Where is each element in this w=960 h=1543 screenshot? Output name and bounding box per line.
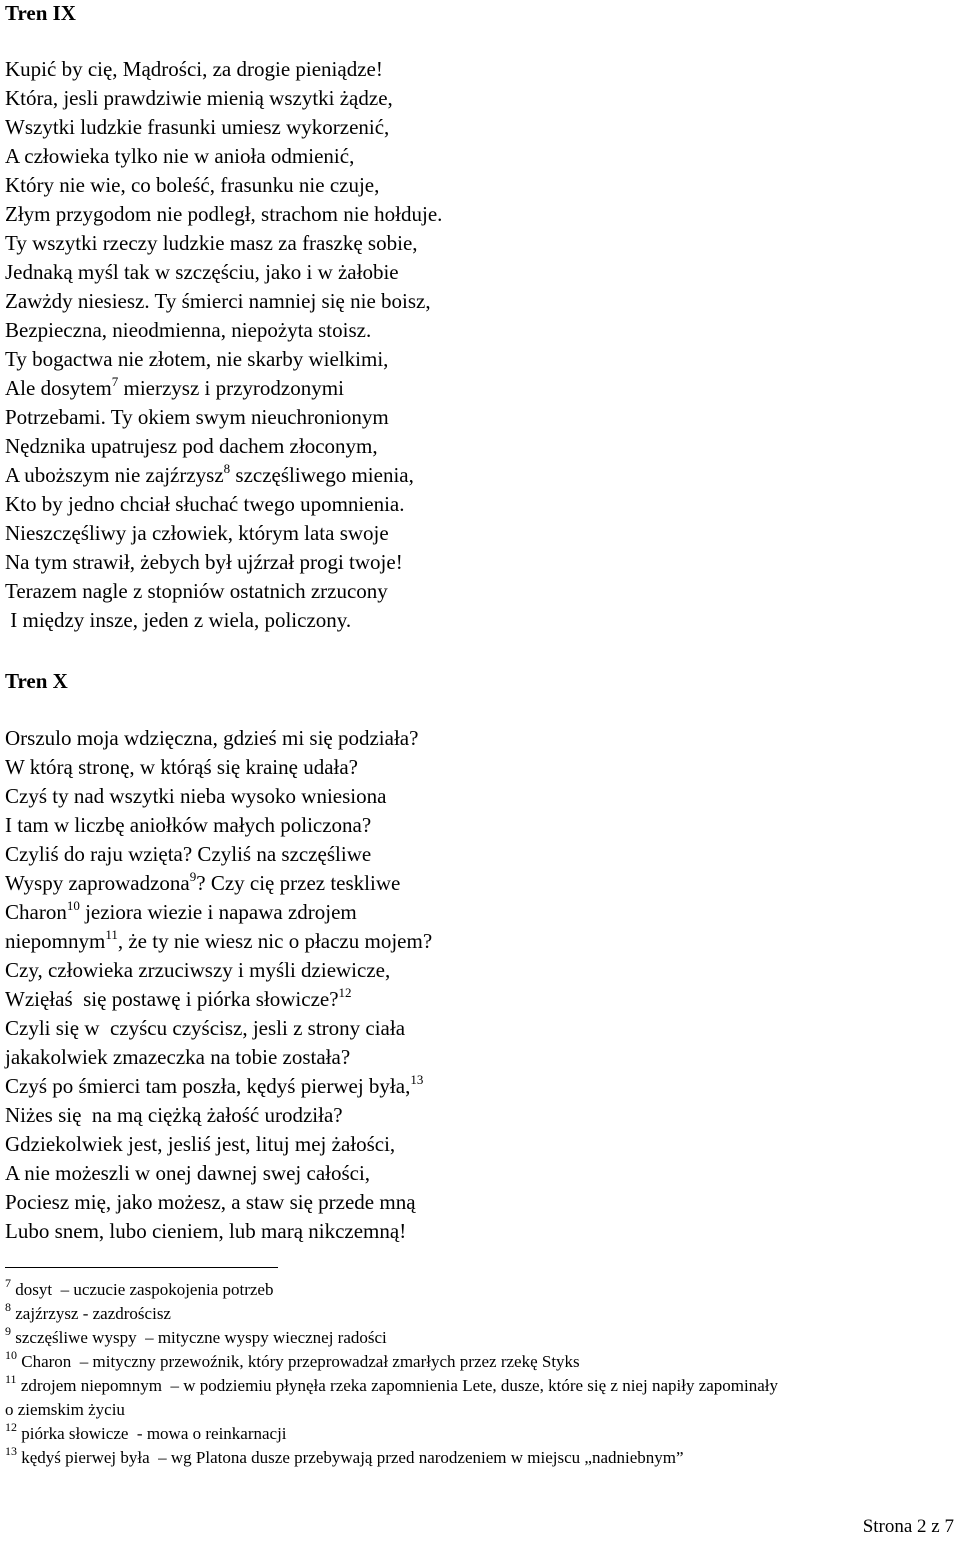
verse-text: , że ty nie wiesz nic o płaczu mojem? [117, 929, 433, 953]
verse-line: Zawżdy niesiesz. Ty śmierci namniej się nie boisz, [5, 289, 431, 313]
verse-text: A uboższym nie zajźrzysz [5, 463, 224, 487]
footnote [5, 1374, 960, 1398]
verse-line [5, 1072, 432, 1101]
footnote-number: 13 [5, 1444, 17, 1458]
verse-line: Nędznika upatrujesz pod dachem złoconym, [5, 434, 378, 458]
footnote [5, 1350, 960, 1374]
footnote [5, 1302, 960, 1326]
verse-text: Wzięłaś się postawę i piórka słowicze? [5, 987, 339, 1011]
footnote-text: o ziemskim życiu [5, 1400, 125, 1419]
footnote-reference: 7 [111, 374, 119, 389]
verse-line: jakakolwiek zmazeczka na tobie została? [5, 1045, 351, 1069]
footnote-number: 11 [5, 1372, 17, 1386]
verse-line: Nieszczęśliwy ja człowiek, którym lata swoje [5, 521, 389, 545]
footnote-separator [5, 1267, 278, 1268]
verse-text: Charon [5, 900, 67, 924]
verse-line [5, 374, 442, 403]
verse-line: A człowieka tylko nie w anioła odmienić, [5, 144, 355, 168]
tren-ix-title: Tren IX [5, 1, 76, 25]
verse-line: Na tym strawił, żebych był ujźrzał progi twoje! [5, 550, 403, 574]
verse-line: Terazem nagle z stopniów ostatnich zrzucony [5, 579, 388, 603]
verse-line: Złym przygodom nie podległ, strachom nie hołduje. [5, 202, 443, 226]
footnote-reference: 8 [223, 461, 231, 476]
verse-line: Czyli się w czyścu czyścisz, jesli z strony ciała [5, 1016, 406, 1040]
verse-line: Która, jesli prawdziwie mienią wszytki żądze, [5, 86, 393, 110]
verse-line: Ty bogactwa nie złotem, nie skarby wielkimi, [5, 347, 389, 371]
verse-line [5, 985, 432, 1014]
verse-line: Ty wszytki rzeczy ludzkie masz za fraszkę sobie, [5, 231, 418, 255]
verse-text: Czyś po śmierci tam poszła, kędyś pierwej była, [5, 1074, 411, 1098]
verse-line: A nie możeszli w onej dawnej swej całości, [5, 1161, 371, 1185]
verse-line [5, 927, 432, 956]
footnote [5, 1446, 960, 1470]
footnote-text: szczęśliwe wyspy – mityczne wyspy wiecznej radości [11, 1328, 387, 1347]
verse-line: Bezpieczna, nieodmienna, niepożyta stoisz. [5, 318, 372, 342]
verse-line: Lubo snem, lubo cieniem, lub marą nikczemną! [5, 1219, 407, 1243]
verse-line: Kupić by cię, Mądrości, za drogie pieniądze! [5, 57, 383, 81]
footnote-text: zdrojem niepomnym – w podziemiu płynęła rzeka zapomnienia Lete, dusze, które się z niej napiły zapominały [16, 1376, 779, 1395]
verse-line: Czy, człowieka zrzuciwszy i myśli dziewicze, [5, 958, 391, 982]
footnote [5, 1326, 960, 1350]
footnote-number: 8 [5, 1300, 11, 1314]
tren-x-title: Tren X [5, 669, 68, 693]
verse-line [5, 898, 432, 927]
page-number: Strona 2 z 7 [862, 1516, 954, 1537]
footnote [5, 1278, 960, 1302]
footnote-reference: 12 [338, 985, 352, 1000]
footnote-reference: 11 [105, 927, 118, 942]
verse-line: Pociesz mię, jako możesz, a staw się przede mną [5, 1190, 416, 1214]
verse-line: I między insze, jeden z wiela, policzony. [5, 608, 352, 632]
verse-line: Wszytki ludzkie frasunki umiesz wykorzenić, [5, 115, 390, 139]
verse-text: Ale dosytem [5, 376, 112, 400]
verse-line: Potrzebami. Ty okiem swym nieuchronionym [5, 405, 389, 429]
footnote [5, 1422, 960, 1446]
footnote-reference: 10 [66, 898, 80, 913]
verse-line: Gdziekolwiek jest, jesliś jest, lituj mej żałości, [5, 1132, 396, 1156]
footnote-number: 12 [5, 1420, 17, 1434]
footnote-text: dosyt – uczucie zaspokojenia potrzeb [11, 1280, 274, 1299]
verse-line: W którą stronę, w którąś się krainę udała? [5, 755, 358, 779]
footnote-text: zajźrzysz - zazdrościsz [11, 1304, 171, 1323]
footnote-number: 7 [5, 1276, 11, 1290]
verse-line: Który nie wie, co boleść, frasunku nie czuje, [5, 173, 380, 197]
footnote-number: 9 [5, 1324, 11, 1338]
footnote-text: kędyś pierwej była – wg Platona dusze przebywają przed narodzeniem w miejscu „nadniebnym” [17, 1448, 684, 1467]
verse-text: szczęśliwego mienia, [230, 463, 414, 487]
verse-line: Niżes się na mą ciężką żałość urodziła? [5, 1103, 343, 1127]
tren-x-verse [5, 724, 432, 1246]
verse-line: Czyliś do raju wzięta? Czyliś na szczęśliwe [5, 842, 372, 866]
footnote-text: piórka słowicze - mowa o reinkarnacji [17, 1424, 287, 1443]
verse-line: Kto by jedno chciał słuchać twego upomnienia. [5, 492, 405, 516]
verse-text: niepomnym [5, 929, 106, 953]
verse-text: jeziora wiezie i napawa zdrojem [79, 900, 357, 924]
verse-text: Wyspy zaprowadzona [5, 871, 190, 895]
verse-line: Jednaką myśl tak w szczęściu, jako i w żałobie [5, 260, 399, 284]
footnote-reference: 9 [189, 869, 197, 884]
footnote-reference: 13 [410, 1072, 424, 1087]
footnote-text: Charon – mityczny przewoźnik, który przeprowadzał zmarłych przez rzekę Styks [17, 1352, 580, 1371]
verse-text: ? Czy cię przez teskliwe [196, 871, 401, 895]
verse-line [5, 869, 432, 898]
verse-line: Czyś ty nad wszytki nieba wysoko wniesiona [5, 784, 387, 808]
verse-text: mierzysz i przyrodzonymi [118, 376, 344, 400]
verse-line [5, 461, 442, 490]
footnote [5, 1398, 960, 1422]
footnotes [5, 1278, 960, 1470]
footnote-number: 10 [5, 1348, 17, 1362]
verse-line: Orszulo moja wdzięczna, gdzieś mi się podziała? [5, 726, 419, 750]
tren-ix-verse [5, 55, 442, 635]
verse-line: I tam w liczbę aniołków małych policzona? [5, 813, 372, 837]
